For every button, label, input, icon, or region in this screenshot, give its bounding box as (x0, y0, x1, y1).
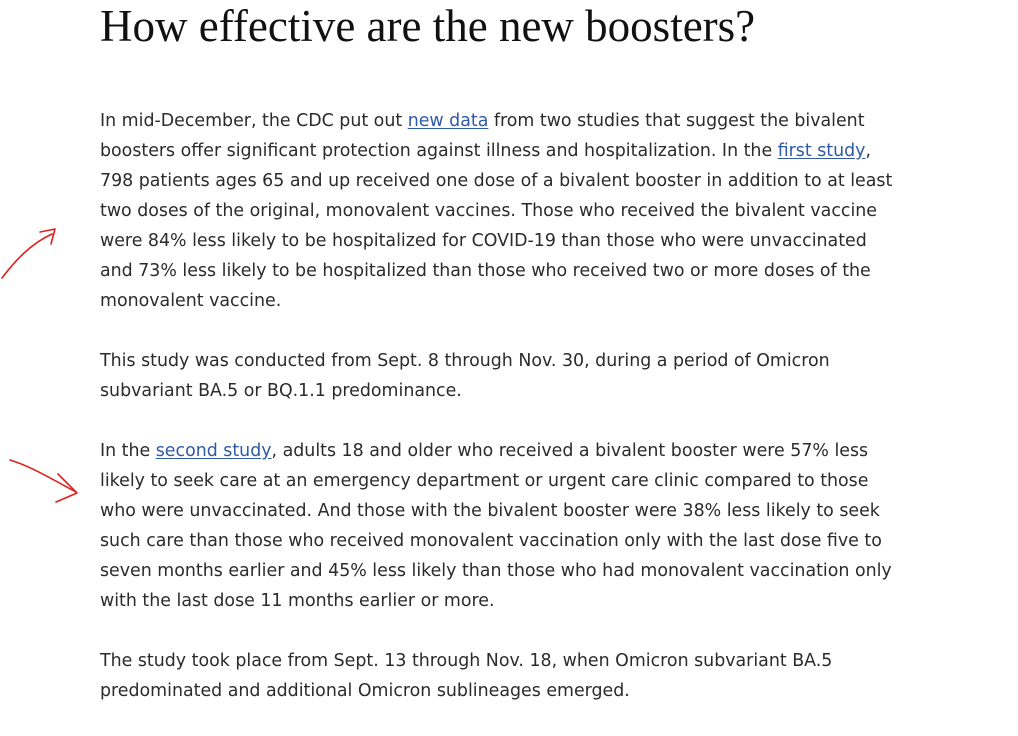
p2-line2: subvariant BA.5 or BQ.1.1 predominance. (100, 381, 462, 401)
p1-line6: and 73% less likely to be hospitalized than those who received two or more doses of the (100, 261, 871, 281)
p3-line2: likely to seek care at an emergency department or urgent care clinic compared to those (100, 471, 869, 491)
p3-line1-text-start: In the (100, 441, 156, 461)
p1-line7: monovalent vaccine. (100, 291, 282, 311)
p3-line3: who were unvaccinated. And those with the bivalent booster were 38% less likely to seek (100, 501, 880, 521)
p3-line1-text-end: , adults 18 and older who received a bivalent booster were 57% less (271, 441, 869, 461)
paragraph-first-study (100, 106, 1008, 316)
article-heading: How effective are the new boosters? (100, 1, 756, 51)
paragraph-study-dates (100, 346, 1008, 406)
p1-line2-text-start: boosters offer significant protection against illness and hospitalization. In the (100, 141, 778, 161)
p1-line4: two doses of the original, monovalent vaccines. Those who received the bivalent vaccine (100, 201, 877, 221)
paragraph-second-study-dates (100, 646, 1008, 706)
p1-line1-text-start: In mid-December, the CDC put out (100, 111, 408, 131)
p4-line2: predominated and additional Omicron sublineages emerged. (100, 681, 630, 701)
new-data-link[interactable]: new data (407, 111, 489, 131)
red-arrow-down-right-icon (6, 452, 82, 508)
red-arrow-up-right-icon (0, 222, 64, 286)
p2-line1: This study was conducted from Sept. 8 through Nov. 30, during a period of Omicron (100, 351, 830, 371)
p4-line1: The study took place from Sept. 13 through Nov. 18, when Omicron subvariant BA.5 (100, 651, 833, 671)
article-body (100, 106, 1008, 736)
paragraph-second-study (100, 436, 1008, 616)
p1-line2-text-end: , (865, 141, 871, 161)
second-study-link[interactable]: second study (155, 441, 272, 461)
p3-line4: such care than those who received monovalent vaccination only with the last dose five to (100, 531, 882, 551)
p3-line5: seven months earlier and 45% less likely than those who had monovalent vaccination only (100, 561, 892, 581)
p1-line1-text-end: from two studies that suggest the bivalent (488, 111, 865, 131)
p1-line3: 798 patients ages 65 and up received one dose of a bivalent booster in addition to at least (100, 171, 893, 191)
first-study-link[interactable]: first study (777, 141, 866, 161)
p3-line6: with the last dose 11 months earlier or more. (100, 591, 495, 611)
p1-line5: were 84% less likely to be hospitalized for COVID-19 than those who were unvaccinated (100, 231, 867, 251)
